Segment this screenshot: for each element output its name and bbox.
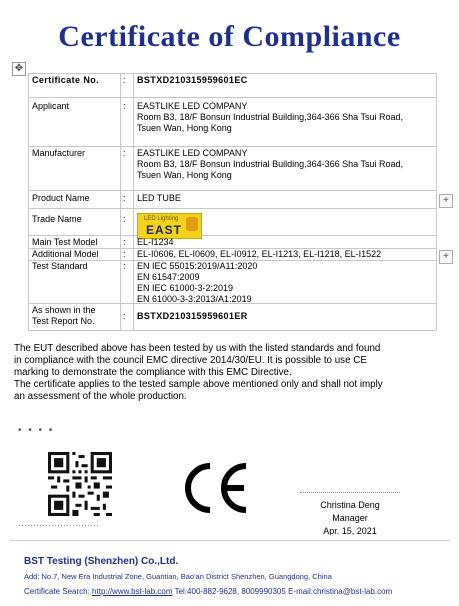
colon: : bbox=[123, 193, 126, 203]
colon: : bbox=[123, 101, 126, 111]
additional-model-label: Additional Model bbox=[32, 249, 99, 259]
table-move-handle-icon[interactable]: ✥ bbox=[12, 62, 26, 76]
empty-paragraph-marks: • • • • bbox=[18, 425, 55, 436]
test-report-no-value: BSTXD210315959601ER bbox=[137, 311, 248, 321]
certificate-title: Certificate of Compliance bbox=[58, 20, 401, 53]
certificate-no-label: Certificate No. bbox=[32, 75, 100, 85]
statement-line: marking to demonstrate the compliance with this EMC Directive. bbox=[14, 367, 292, 378]
test-standard-label: Test Standard bbox=[32, 261, 88, 271]
applicant-line: Room B3, 18/F Bonsun Industrial Building,364-366 Sha Tsui Road, bbox=[137, 112, 403, 122]
signatory-name: Christina Deng bbox=[320, 500, 380, 510]
logo-tagline: LED Lighting bbox=[144, 216, 179, 222]
signature-line bbox=[300, 492, 400, 493]
add-row-icon[interactable]: + bbox=[439, 194, 453, 208]
colon: : bbox=[123, 249, 126, 259]
main-test-model-value: EL-I1234 bbox=[137, 237, 174, 247]
colon: : bbox=[123, 261, 126, 271]
colon: : bbox=[123, 237, 126, 247]
statement-line: in compliance with the council EMC directive 2014/30/EU. It is possible to use CE bbox=[14, 355, 367, 366]
east-trade-logo bbox=[137, 213, 202, 239]
manufacturer-label: Manufacturer bbox=[32, 148, 86, 158]
colon: : bbox=[123, 75, 126, 85]
footer-address: Add: No.7, New Era Industrial Zone, Guantian, Bao'an District Shenzhen, Guangdong, China bbox=[24, 572, 332, 581]
footer-contact bbox=[24, 587, 392, 596]
applicant-label: Applicant bbox=[32, 101, 70, 111]
qr-code bbox=[48, 452, 112, 516]
signatory-role: Manager bbox=[332, 513, 368, 523]
manufacturer-line: EASTLIKE LED COMPANY bbox=[137, 148, 248, 158]
statement-line: The EUT described above has been tested by us with the listed standards and found bbox=[14, 343, 381, 354]
applicant-line: Tsuen Wan, Hong Kong bbox=[137, 123, 232, 133]
dotted-line: ……………………… bbox=[18, 518, 99, 528]
website-link[interactable]: http://www.bst-lab.com bbox=[92, 587, 173, 596]
test-standard-line: EN 61000-3-3:2013/A1:2019 bbox=[137, 294, 252, 304]
ce-mark-icon bbox=[178, 460, 252, 516]
statement-line: an assessment of the whole production. bbox=[14, 391, 187, 402]
thumbs-up-icon bbox=[186, 217, 198, 231]
main-test-model-label: Main Test Model bbox=[32, 237, 98, 247]
footer-tel: Tel:400-882-9628, 8009990305 bbox=[174, 587, 286, 596]
test-standard-line: EN IEC 61000-3-2:2019 bbox=[137, 283, 234, 293]
test-standard-line: EN IEC 55015:2019/A11:2020 bbox=[137, 261, 258, 271]
footer-email[interactable]: E-mail:christina@bst-lab.com bbox=[288, 587, 393, 596]
colon: : bbox=[123, 214, 126, 224]
footer-divider bbox=[10, 540, 450, 541]
statement-line: The certificate applies to the tested sample above mentioned only and shall not imply bbox=[14, 379, 383, 390]
product-name-label: Product Name bbox=[32, 193, 90, 203]
additional-model-value: EL-I0606, EL-I0609, EL-I0912, EL-I1213, EL-I1218, EL-I1522 bbox=[137, 249, 382, 259]
test-standard-line: EN 61547:2009 bbox=[137, 272, 200, 282]
certificate-search-label: Certificate Search: bbox=[24, 587, 90, 596]
product-name-value: LED TUBE bbox=[137, 193, 181, 203]
logo-wordmark: EAST bbox=[146, 223, 183, 237]
footer-company: BST Testing (Shenzhen) Co.,Ltd. bbox=[24, 556, 179, 567]
applicant-line: EASTLIKE LED COMPANY bbox=[137, 101, 248, 111]
report-label-line: Test Report No. bbox=[32, 316, 95, 326]
certificate-no-value: BSTXD210315959601EC bbox=[137, 75, 248, 85]
colon: : bbox=[123, 311, 126, 321]
trade-name-label: Trade Name bbox=[32, 214, 82, 224]
colon: : bbox=[123, 148, 126, 158]
add-row-icon[interactable]: + bbox=[439, 250, 453, 264]
manufacturer-line: Room B3, 18/F Bonsun Industrial Building,364-366 Sha Tsui Road, bbox=[137, 159, 403, 169]
manufacturer-line: Tsuen Wan, Hong Kong bbox=[137, 170, 232, 180]
report-label-line: As shown in the bbox=[32, 305, 96, 315]
signature-date: Apr. 15, 2021 bbox=[323, 526, 377, 535]
